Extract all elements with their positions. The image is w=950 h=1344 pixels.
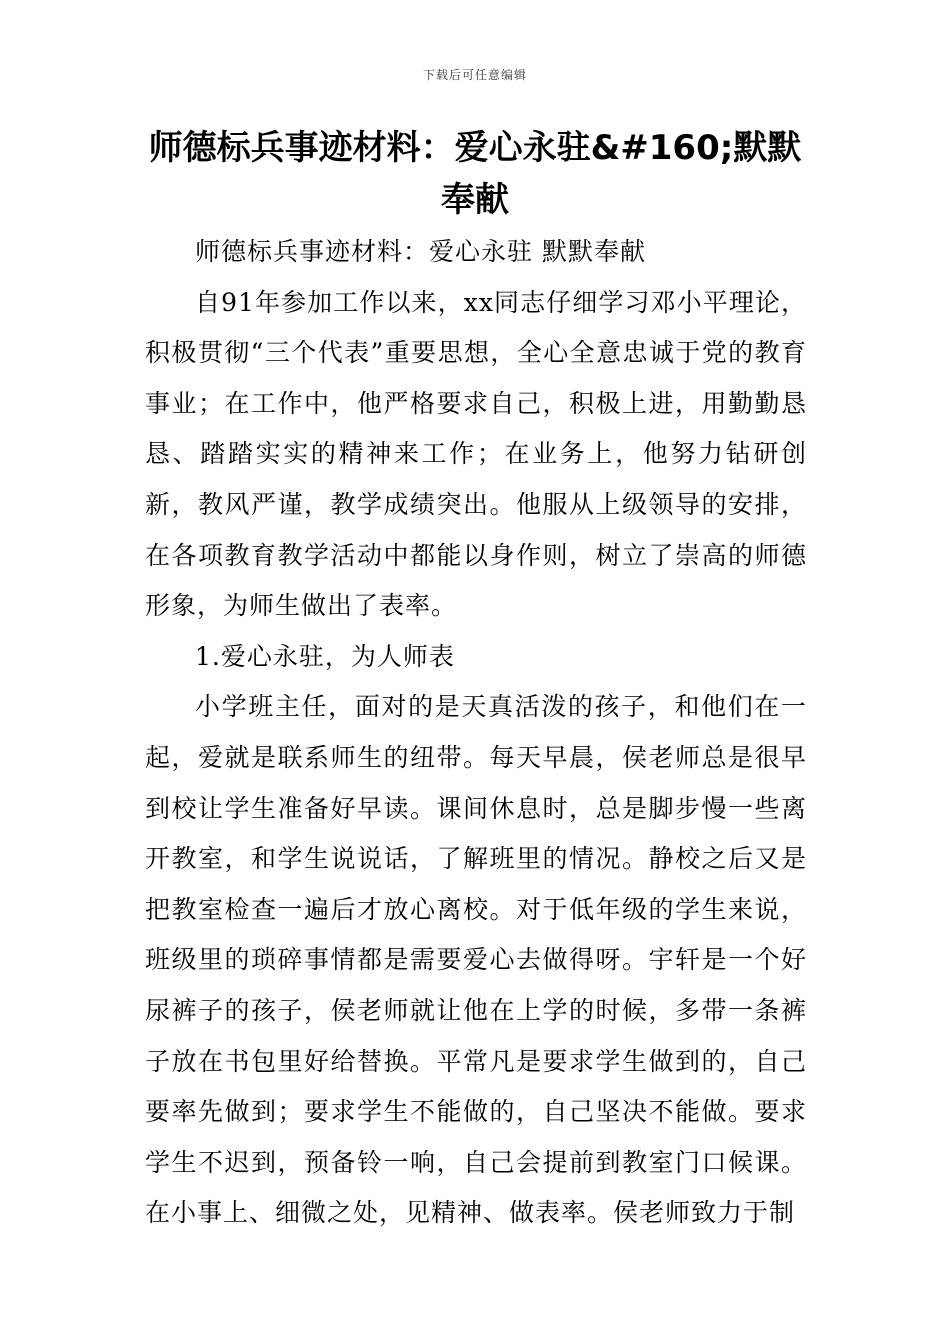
body-paragraph: 小学班主任，面对的是天真活泼的孩子，和他们在一起，爱就是联系师生的纽带。每天早晨，侯老师总是很早到校让学生准备好早读。课间休息时，总是脚步慢一些离开教室，和学生说说话，了解班里的情况。静校之后又是把教室检查一遍后才放心离校。对于低年级的学生来说，班级里的琐碎事情都是需要爱心去做得呀。宇轩是一个好尿裤子的孩子，侯老师就让他在上学的时候，多带一条裤子放在书包里好给替换。平常凡是要求学生做到的，自己要率先做到；要求学生不能做的，自己坚决不能做。要求学生不迟到，预备铃一响，自己会提前到教室门口候课。在小事上、细微之处，见精神、做表率。侯老师致力于制 (145, 692, 807, 1228)
subtitle-paragraph: 师德标兵事迹材料：爱心永驻 默默奉献 (195, 237, 646, 266)
document-body (145, 227, 807, 1239)
intro-paragraph: 自91年参加工作以来，xx同志仔细学习邓小平理论，积极贯彻“三个代表”重要思想，全心全意忠诚于党的教育事业；在工作中，他严格要求自己，积极上进，用勤勤恳恳、踏踏实实的精神来工作；在业务上，他努力钻研创新，教风严谨，教学成绩突出。他服从上级领导的安排，在各项教育教学活动中都能以身作则，树立了崇高的师德形象，为师生做出了表率。 (145, 287, 807, 621)
document-title: 师德标兵事迹材料：爱心永驻&#160;默默奉献 (148, 128, 802, 220)
section-heading: 1.爱心永驻，为人师表 (195, 641, 455, 671)
header-note: 下载后可任意编辑 (422, 68, 527, 82)
